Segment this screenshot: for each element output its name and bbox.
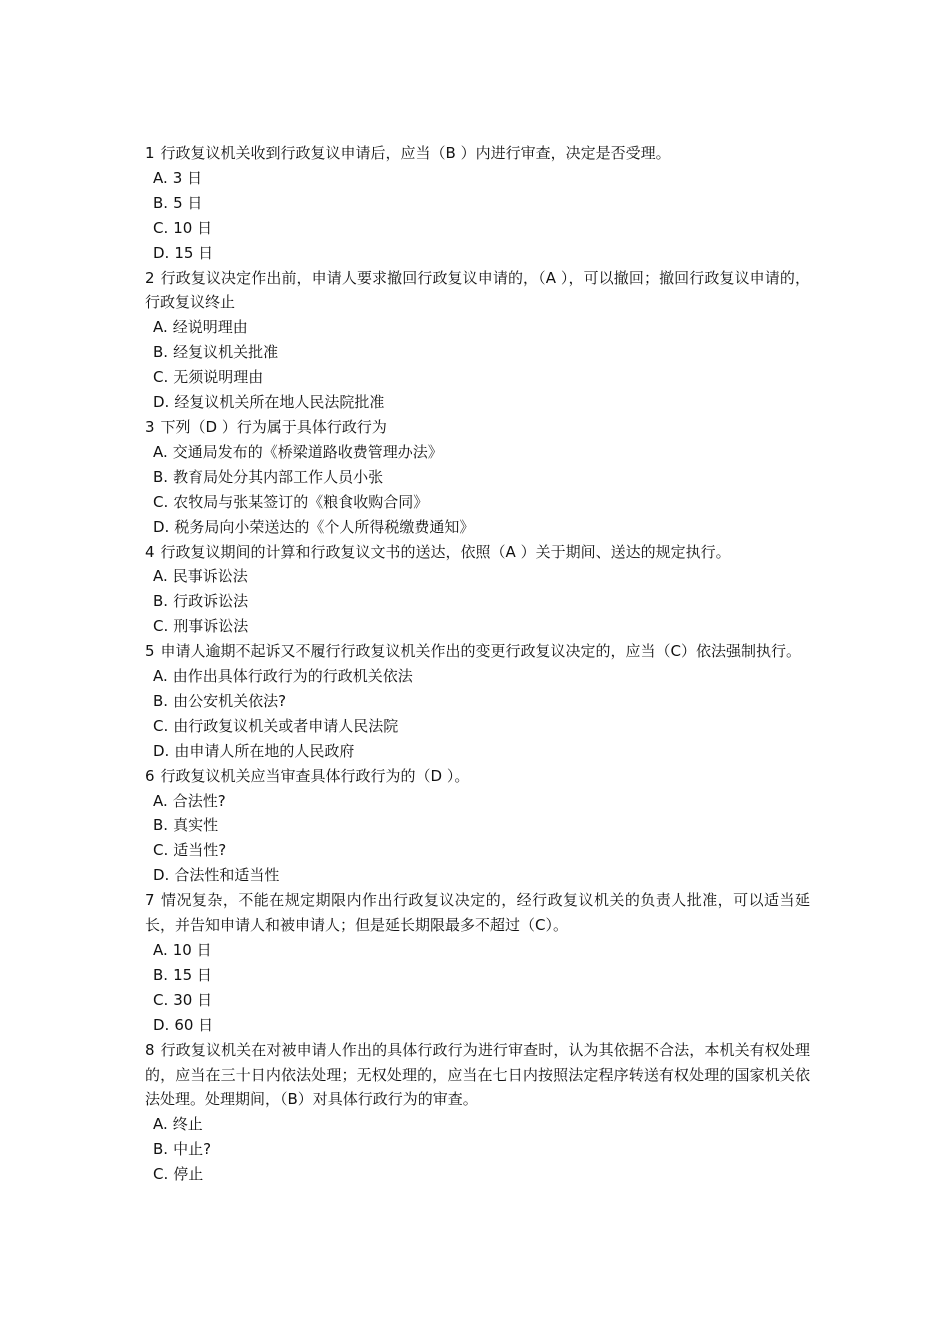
question-text: 行政复议机关应当审查具体行政行为的（D ）。 — [160, 766, 470, 785]
option-d — [145, 390, 810, 415]
option-a — [145, 315, 810, 340]
question-7 — [145, 888, 810, 1037]
option-text: 15 日 — [174, 243, 214, 262]
question-text: 行政复议机关在对被申请人作出的具体行政行为进行审查时，认为其依据不合法，本机关有权处理的，应当在三十日内依法处理；无权处理的，应当在七日内按照法定程序转送有权处理的国家机关依法处理。处理期间，（B）对具体行政行为的审查。 — [145, 1040, 810, 1109]
option-letter: B. — [153, 965, 169, 984]
option-text: 3 日 — [172, 168, 203, 187]
option-letter: D. — [153, 741, 170, 760]
option-b — [145, 963, 810, 988]
option-list — [145, 938, 810, 1038]
option-a — [145, 440, 810, 465]
option-letter: D. — [153, 866, 170, 885]
option-a — [145, 938, 810, 963]
option-letter: B. — [153, 467, 169, 486]
option-a — [145, 664, 810, 689]
option-text: 无须说明理由 — [173, 368, 264, 387]
option-text: 适当性? — [173, 841, 227, 860]
option-text: 10 日 — [173, 218, 213, 237]
option-text: 农牧局与张某签订的《粮食收购合同》 — [173, 492, 429, 511]
option-letter: A. — [153, 1115, 168, 1134]
option-list — [145, 166, 810, 266]
option-letter: A. — [153, 791, 168, 810]
option-text: 教育局处分其内部工作人员小张 — [173, 467, 384, 486]
option-letter: A. — [153, 318, 168, 337]
option-text: 真实性 — [173, 816, 219, 835]
option-text: 停止 — [173, 1165, 204, 1184]
option-b — [145, 465, 810, 490]
option-letter: C. — [153, 368, 169, 387]
option-letter: B. — [153, 193, 169, 212]
question-text: 行政复议期间的计算和行政复议文书的送达，依照（A ）关于期间、送达的规定执行。 — [160, 542, 731, 561]
option-letter: D. — [153, 1015, 170, 1034]
option-letter: A. — [153, 442, 168, 461]
question-text: 行政复议决定作出前，申请人要求撤回行政复议申请的，（A ），可以撤回；撤回行政复议申请的，行政复议终止 — [145, 268, 810, 312]
question-number: 3 — [145, 417, 155, 436]
option-list — [145, 440, 810, 540]
option-text: 由行政复议机关或者申请人民法院 — [173, 716, 399, 735]
question-number: 4 — [145, 542, 155, 561]
option-d — [145, 863, 810, 888]
option-a — [145, 789, 810, 814]
option-letter: B. — [153, 343, 169, 362]
option-c — [145, 216, 810, 241]
option-text: 刑事诉讼法 — [173, 617, 249, 636]
option-letter: A. — [153, 168, 168, 187]
question-2 — [145, 266, 810, 415]
question-6 — [145, 764, 810, 889]
option-letter: C. — [153, 716, 169, 735]
option-b — [145, 689, 810, 714]
option-text: 终止 — [172, 1115, 203, 1134]
document-page — [145, 141, 810, 1187]
option-letter: B. — [153, 1140, 169, 1159]
option-list — [145, 564, 810, 639]
option-text: 由申请人所在地的人民政府 — [174, 741, 355, 760]
option-c — [145, 988, 810, 1013]
question-text: 申请人逾期不起诉又不履行行政复议机关作出的变更行政复议决定的，应当（C）依法强制执行。 — [160, 642, 802, 661]
option-letter: C. — [153, 1165, 169, 1184]
question-number: 7 — [145, 891, 155, 910]
question-number: 8 — [145, 1040, 155, 1059]
option-text: 交通局发布的《桥梁道路收费管理办法》 — [172, 442, 443, 461]
option-c — [145, 614, 810, 639]
option-a — [145, 166, 810, 191]
option-text: 由作出具体行政行为的行政机关依法 — [172, 667, 413, 686]
option-list — [145, 1112, 810, 1187]
question-8 — [145, 1038, 810, 1187]
option-b — [145, 191, 810, 216]
option-b — [145, 340, 810, 365]
option-list — [145, 315, 810, 415]
option-text: 税务局向小荣送达的《个人所得税缴费通知》 — [174, 517, 475, 536]
option-text: 15 日 — [173, 965, 212, 984]
option-a — [145, 564, 810, 589]
option-letter: C. — [153, 990, 169, 1009]
question-4 — [145, 540, 810, 640]
question-3 — [145, 415, 810, 540]
option-letter: A. — [153, 941, 168, 959]
option-d — [145, 739, 810, 764]
option-d — [145, 515, 810, 540]
option-letter: D. — [153, 393, 170, 412]
option-letter: D. — [153, 243, 170, 262]
option-d — [145, 241, 810, 266]
option-c — [145, 1162, 810, 1187]
option-a — [145, 1112, 810, 1137]
option-text: 5 日 — [173, 193, 203, 212]
option-text: 由公安机关依法? — [173, 691, 287, 710]
option-letter: B. — [153, 816, 169, 835]
option-b — [145, 1137, 810, 1162]
option-letter: D. — [153, 517, 170, 536]
option-letter: C. — [153, 841, 169, 860]
option-text: 民事诉讼法 — [172, 567, 248, 586]
option-text: 经说明理由 — [172, 318, 248, 337]
question-number: 2 — [145, 268, 155, 287]
question-text: 情况复杂，不能在规定期限内作出行政复议决定的，经行政复议机关的负责人批准，可以适当延长，并告知申请人和被申请人；但是延长期限最多不超过（C）。 — [145, 891, 810, 935]
question-text: 下列（D ）行为属于具体行政行为 — [160, 417, 387, 436]
option-c — [145, 490, 810, 515]
question-5 — [145, 639, 810, 764]
question-number: 5 — [145, 642, 155, 661]
question-1 — [145, 141, 810, 266]
question-number: 1 — [145, 144, 155, 162]
option-list — [145, 789, 810, 889]
option-text: 经复议机关所在地人民法院批准 — [174, 393, 385, 412]
option-text: 合法性? — [172, 791, 226, 810]
question-text: 行政复议机关收到行政复议申请后，应当（B ）内进行审查，决定是否受理。 — [160, 144, 671, 162]
option-text: 行政诉讼法 — [173, 592, 249, 611]
option-b — [145, 813, 810, 838]
option-c — [145, 838, 810, 863]
option-text: 合法性和适当性 — [174, 866, 280, 885]
option-text: 30 日 — [173, 990, 213, 1009]
option-letter: C. — [153, 617, 169, 636]
option-letter: C. — [153, 492, 169, 511]
option-letter: C. — [153, 218, 169, 237]
option-letter: A. — [153, 567, 168, 586]
option-d — [145, 1013, 810, 1038]
option-letter: A. — [153, 667, 168, 686]
option-text: 60 日 — [174, 1015, 214, 1034]
option-b — [145, 589, 810, 614]
option-list — [145, 664, 810, 764]
option-text: 10 日 — [172, 941, 212, 959]
option-letter: B. — [153, 592, 169, 611]
option-text: 中止? — [173, 1140, 212, 1159]
option-c — [145, 365, 810, 390]
option-letter: B. — [153, 691, 169, 710]
option-c — [145, 714, 810, 739]
option-text: 经复议机关批准 — [173, 343, 279, 362]
question-number: 6 — [145, 766, 155, 785]
